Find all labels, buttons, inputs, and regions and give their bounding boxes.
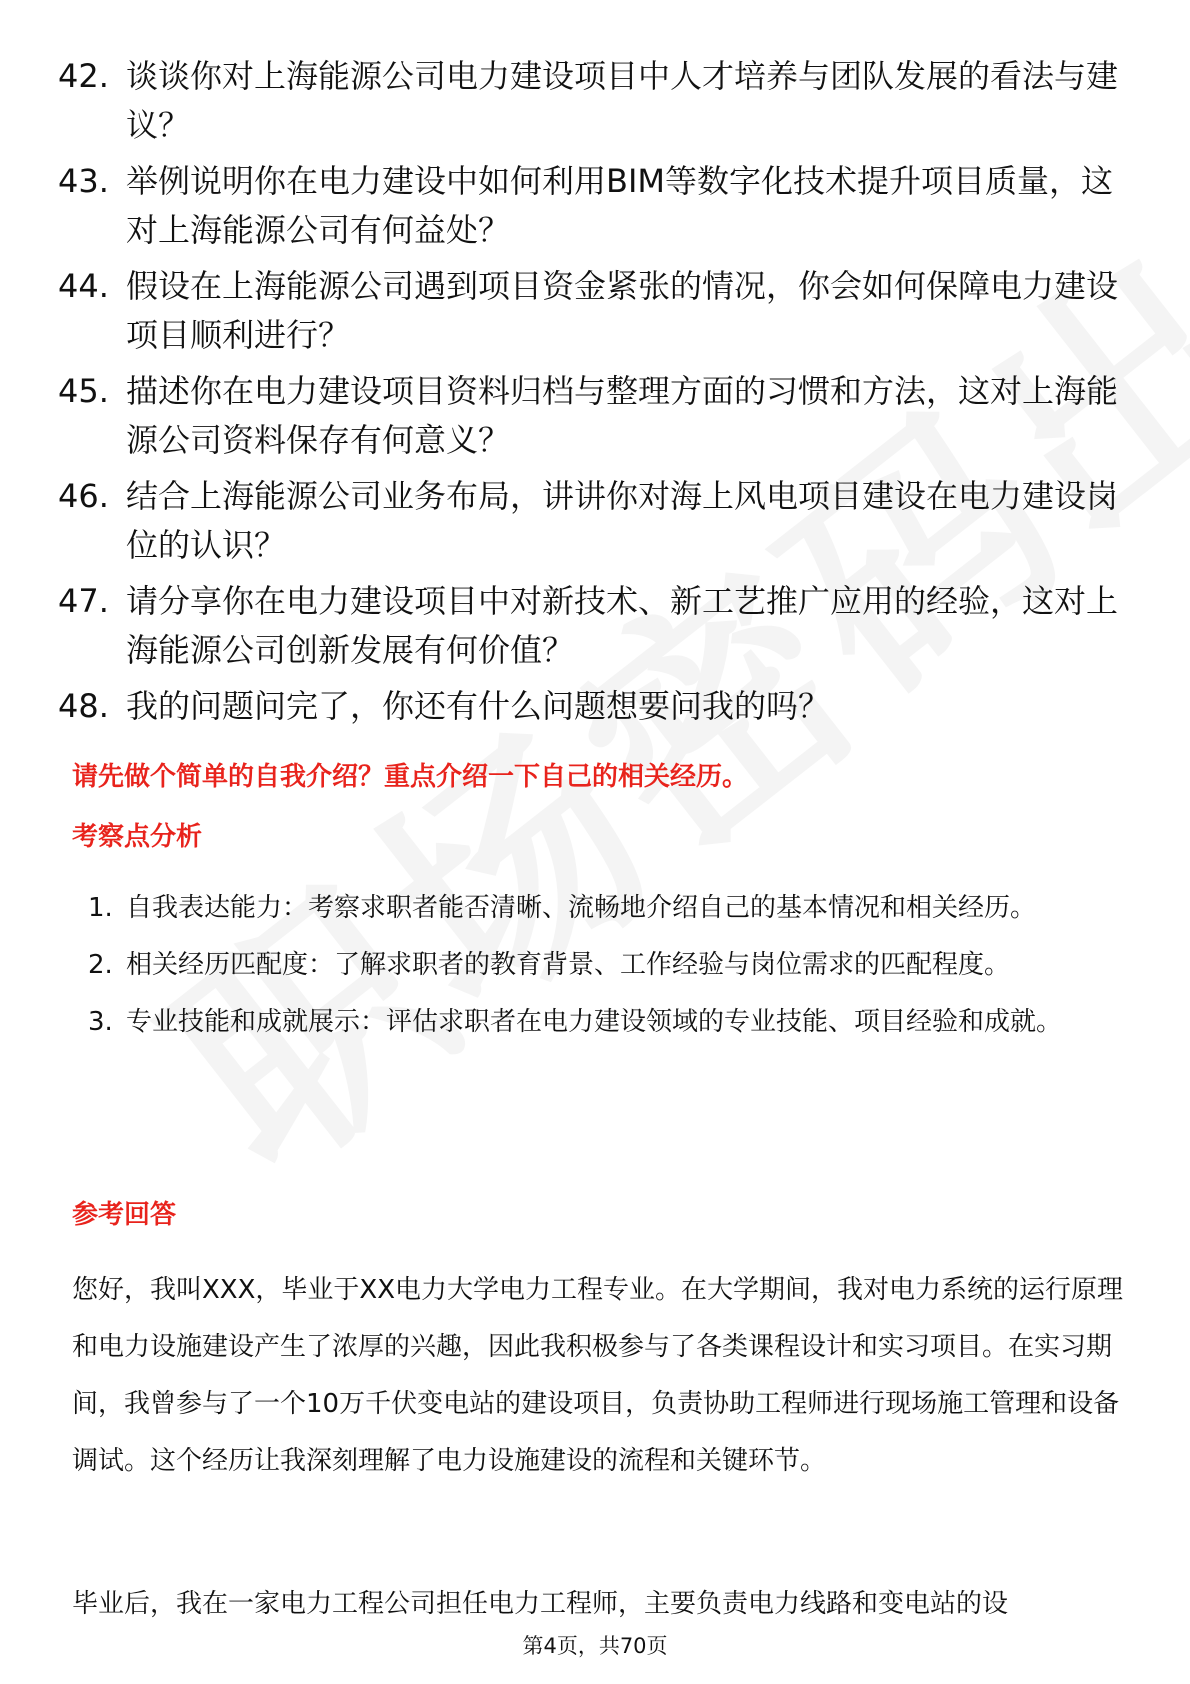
question-item bbox=[58, 472, 1138, 570]
question-number: 46. bbox=[58, 477, 109, 515]
question-text: 请分享你在电力建设项目中对新技术、新工艺推广应用的经验，这对上海能源公司创新发展有何价值？ bbox=[126, 582, 1119, 669]
question-text: 谈谈你对上海能源公司电力建设项目中人才培养与团队发展的看法与建议？ bbox=[126, 57, 1119, 144]
question-number: 47. bbox=[58, 582, 109, 620]
analysis-list bbox=[88, 880, 1128, 1051]
analysis-number: 1. bbox=[88, 893, 113, 923]
answer-paragraph: 毕业后，我在一家电力工程公司担任电力工程师，主要负责电力线路和变电站的设 bbox=[72, 1589, 1009, 1619]
analysis-item bbox=[88, 880, 1128, 937]
analysis-number: 2. bbox=[88, 950, 113, 980]
page-footer: 第4页，共70页 bbox=[522, 1634, 668, 1658]
question-number: 48. bbox=[58, 687, 109, 725]
question-text: 假设在上海能源公司遇到项目资金紧张的情况，你会如何保障电力建设项目顺利进行？ bbox=[126, 267, 1119, 354]
question-item bbox=[58, 577, 1138, 675]
question-item bbox=[58, 682, 1138, 731]
question-text: 描述你在电力建设项目资料归档与整理方面的习惯和方法，这对上海能源公司资料保存有何意义？ bbox=[126, 372, 1119, 459]
reference-answer-heading: 参考回答 bbox=[72, 1200, 177, 1230]
question-item bbox=[58, 367, 1138, 465]
analysis-text: 自我表达能力：考察求职者能否清晰、流畅地介绍自己的基本情况和相关经历。 bbox=[126, 893, 1037, 923]
question-number: 45. bbox=[58, 372, 109, 410]
answer-paragraph: 您好，我叫XXX，毕业于XX电力大学电力工程专业。在大学期间，我对电力系统的运行原理和电力设施建设产生了浓厚的兴趣，因此我积极参与了各类课程设计和实习项目。在实习期间，我曾参与了一个10万千伏变电站的建设项目，负责协助工程师进行现场施工管理和设备调试。这个经历让我深刻理解了电力设施建设的流程和关键环节。 bbox=[72, 1275, 1124, 1476]
question-number: 42. bbox=[58, 57, 109, 95]
analysis-item bbox=[88, 994, 1128, 1051]
section-question-heading: 请先做个简单的自我介绍？重点介绍一下自己的相关经历。 bbox=[72, 762, 749, 792]
analysis-text: 专业技能和成就展示：评估求职者在电力建设领域的专业技能、项目经验和成就。 bbox=[126, 1007, 1063, 1037]
analysis-heading: 考察点分析 bbox=[72, 822, 203, 852]
analysis-text: 相关经历匹配度：了解求职者的教育背景、工作经验与岗位需求的匹配程度。 bbox=[126, 950, 1011, 980]
question-item bbox=[58, 262, 1138, 360]
question-text: 我的问题问完了，你还有什么问题想要问我的吗？ bbox=[126, 687, 831, 725]
question-list bbox=[58, 52, 1138, 738]
question-number: 44. bbox=[58, 267, 109, 305]
question-item bbox=[58, 157, 1138, 255]
question-number: 43. bbox=[58, 162, 109, 200]
analysis-number: 3. bbox=[88, 1007, 113, 1037]
question-text: 结合上海能源公司业务布局，讲讲你对海上风电项目建设在电力建设岗位的认识？ bbox=[126, 477, 1119, 564]
question-item bbox=[58, 52, 1138, 150]
analysis-item bbox=[88, 937, 1128, 994]
question-text: 举例说明你在电力建设中如何利用BIM等数字化技术提升项目质量，这对上海能源公司有何益处？ bbox=[126, 162, 1114, 249]
